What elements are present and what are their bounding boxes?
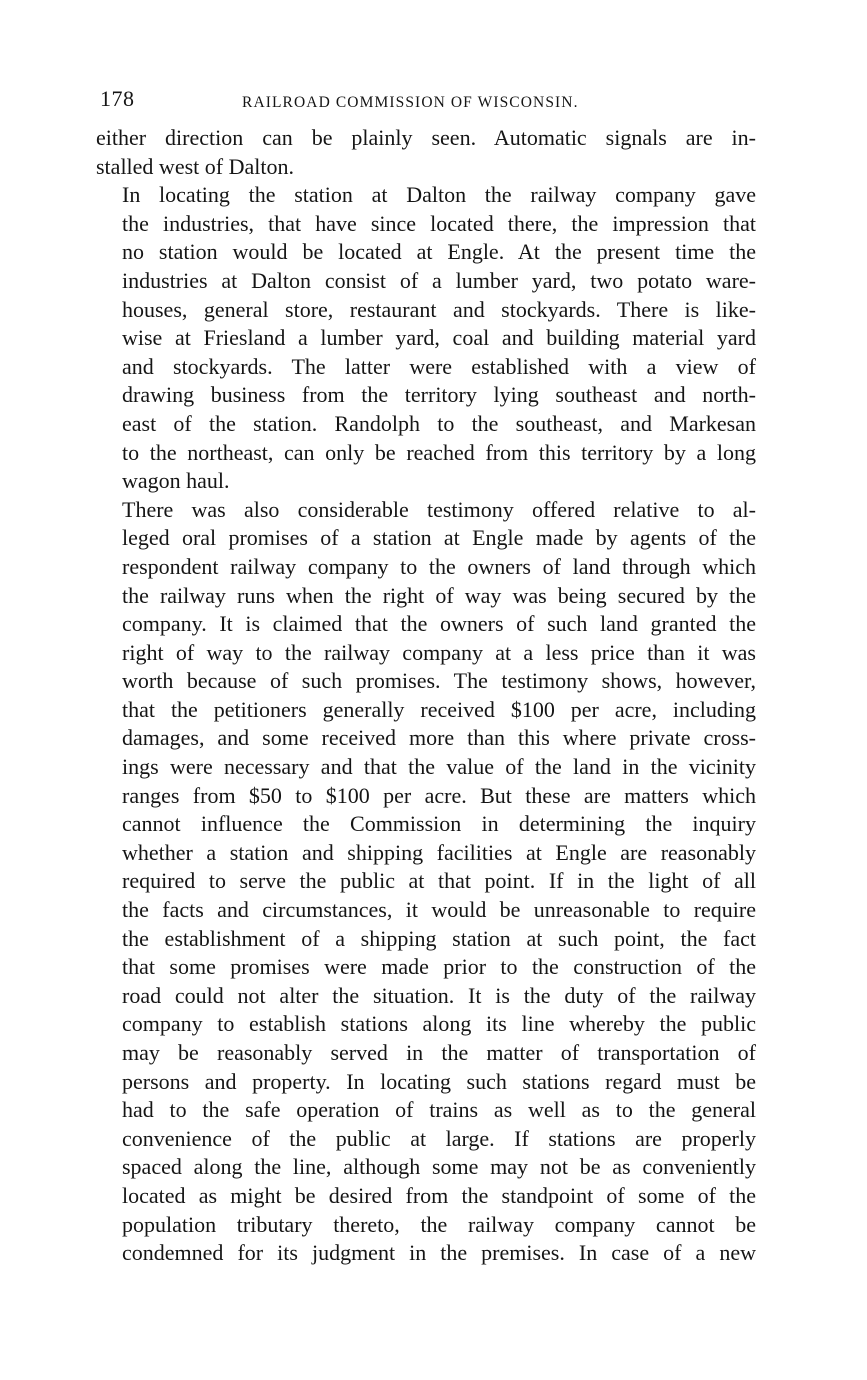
text-line: required to serve the public at that point. If in the light of all	[122, 868, 756, 894]
text-line: In locating the station at Dalton the railway company gave	[122, 182, 756, 208]
text-line: that the petitioners generally received $100 per acre, including	[122, 696, 756, 722]
text-line: spaced along the line, although some may not be as conveniently	[122, 1154, 756, 1180]
paragraph	[96, 496, 756, 1268]
text-line: persons and property. In locating such stations regard must be	[122, 1068, 756, 1094]
text-line: the industries, that have since located there, the impression that	[122, 210, 756, 236]
paragraph	[96, 181, 756, 496]
text-line: company to establish stations along its line whereby the public	[122, 1011, 756, 1037]
text-line: right of way to the railway company at a less price than it was	[122, 639, 756, 665]
text-line: respondent railway company to the owners of land through which	[122, 553, 756, 579]
page-number: 178	[100, 86, 135, 111]
text-line: wise at Friesland a lumber yard, coal and building material yard	[122, 325, 756, 351]
text-line: leged oral promises of a station at Engle made by agents of the	[122, 525, 756, 551]
text-line: drawing business from the territory lying southeast and north-	[122, 382, 756, 408]
text-line: no station would be located at Engle. At the present time the	[122, 239, 756, 265]
text-line: stalled west of Dalton.	[96, 153, 294, 179]
text-line: company. It is claimed that the owners of such land granted the	[122, 611, 756, 637]
text-line: to the northeast, can only be reached from this territory by a long	[122, 439, 756, 465]
text-line: may be reasonably served in the matter of transportation of	[122, 1040, 756, 1065]
text-line: damages, and some received more than this where private cross-	[122, 725, 756, 751]
text-line: and stockyards. The latter were established with a view of	[122, 353, 756, 379]
text-line: ings were necessary and that the value of the land in the vicinity	[122, 754, 756, 780]
running-head: RAILROAD COMMISSION OF WISCONSIN.	[242, 94, 579, 111]
text-line: the railway runs when the right of way was being secured by the	[122, 582, 756, 608]
text-line: whether a station and shipping facilities at Engle are reasonably	[122, 839, 756, 865]
page-header	[96, 84, 756, 124]
text-line: ranges from $50 to $100 per acre. But these are matters which	[122, 782, 756, 808]
text-line: either direction can be plainly seen. Automatic signals are in-	[96, 125, 756, 150]
text-line: located as might be desired from the standpoint of some of the	[122, 1182, 756, 1208]
text-line: wagon haul.	[122, 468, 230, 494]
text-line: houses, general store, restaurant and stockyards. There is like-	[122, 296, 756, 322]
text-line: worth because of such promises. The testimony shows, however,	[122, 668, 756, 694]
text-line: population tributary thereto, the railway company cannot be	[122, 1211, 756, 1237]
text-line: that some promises were made prior to the construction of the	[122, 954, 756, 980]
text-line: industries at Dalton consist of a lumber yard, two potato ware-	[122, 267, 756, 293]
text-line: condemned for its judgment in the premises. In case of a new	[122, 1240, 756, 1266]
body-text	[96, 124, 756, 1268]
text-line: east of the station. Randolph to the southeast, and Markesan	[122, 410, 756, 436]
text-line: convenience of the public at large. If stations are properly	[122, 1125, 756, 1151]
text-line: the establishment of a shipping station at such point, the fact	[122, 925, 756, 951]
text-line: road could not alter the situation. It is the duty of the railway	[122, 982, 756, 1008]
paragraph	[96, 124, 756, 181]
text-line: There was also considerable testimony offered relative to al-	[122, 496, 756, 522]
document-page	[96, 84, 756, 1268]
text-line: had to the safe operation of trains as well as to the general	[122, 1097, 756, 1123]
text-line: the facts and circumstances, it would be unreasonable to require	[122, 897, 756, 923]
text-line: cannot influence the Commission in determining the inquiry	[122, 811, 756, 837]
